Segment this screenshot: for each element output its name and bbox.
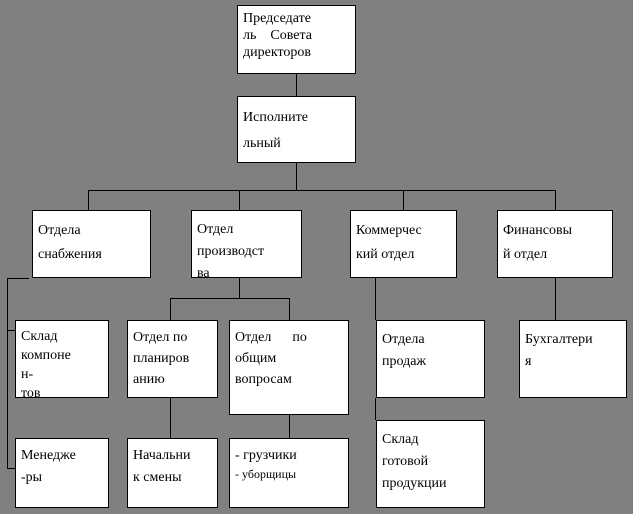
node-planning-line-0: Отдел по [133,330,188,345]
node-financial-line-1: й отдел [503,247,548,262]
connector-sales-warehouse [375,398,376,420]
node-planning[interactable] [127,320,218,398]
node-finished-warehouse-line-0: Склад [382,432,419,447]
node-managers[interactable] [15,438,109,508]
node-planning-line-2: анию [133,372,165,387]
node-commercial-line-1: кий отдел [356,247,415,262]
connector-bus-commercial [403,190,404,210]
connector-bus-financial [555,190,556,210]
connector-production-down [239,278,240,298]
node-accounting[interactable] [519,320,627,398]
node-sales-line-1: продаж [382,354,427,369]
node-accounting-line-1: я [525,354,532,369]
node-sales-line-0: Отдела [382,332,425,347]
connector-supply-left [7,278,29,279]
connector-chairman-executive [296,74,297,96]
node-commercial-line-0: Коммерчес [356,223,422,238]
node-general-issues-line-2: вопросам [235,372,292,387]
node-loaders[interactable] [229,438,349,508]
connector-financial-accounting [555,278,556,320]
node-chairman[interactable] [237,5,356,74]
connector-planning-shift [170,398,171,438]
node-general-issues-line-0: Отдел по [235,330,307,345]
node-production-line-2: ва [197,266,210,278]
node-finished-warehouse[interactable] [376,420,485,508]
connector-production-planning [170,298,171,320]
node-executive-line-1: льный [243,136,281,151]
node-supply-line-1: снабжения [38,247,102,262]
node-general-issues-line-1: общим [235,351,277,366]
node-chairman-line-1: ль Совета [243,28,312,43]
node-loaders-line-1: - уборщицы [235,467,297,481]
connector-commercial-sales [375,278,376,320]
node-warehouse-components-line-3: тов [21,386,41,398]
node-production[interactable] [191,210,302,278]
node-sales[interactable] [376,320,485,398]
connector-bus-main [88,190,555,191]
connector-production-general [289,298,290,320]
node-warehouse-components-line-0: Склад [21,329,58,344]
connector-executive-down [296,163,297,190]
node-commercial[interactable] [350,210,457,278]
node-loaders-line-0: - грузчики [235,448,297,463]
node-supply[interactable] [32,210,151,278]
node-executive-line-0: Исполните [243,110,308,125]
node-managers-line-0: Менедже [21,448,76,463]
connector-production-bus [170,298,289,299]
node-financial[interactable] [497,210,613,278]
node-general-issues[interactable] [229,320,349,415]
node-warehouse-components-line-2: н- [21,367,34,382]
node-managers-line-1: -ры [21,470,43,485]
node-planning-line-1: планиров [133,351,190,366]
connector-bus-production [239,190,240,210]
node-chairman-line-0: Председате [243,11,311,26]
node-warehouse-components[interactable] [15,320,109,398]
node-shift-chief-line-1: к смены [133,470,182,485]
node-financial-line-0: Финансовы [503,223,572,238]
node-shift-chief-line-0: Начальни [133,448,191,463]
connector-bus-supply [88,190,89,210]
node-warehouse-components-line-1: компоне [21,348,71,363]
node-chairman-line-2: директоров [243,45,311,60]
node-executive[interactable] [237,96,356,163]
connector-supply-to-warehouse [7,330,15,331]
node-finished-warehouse-line-2: продукции [382,476,447,491]
connector-supply-to-managers [7,468,15,469]
connector-supply-spine [7,278,8,468]
node-accounting-line-0: Бухгалтери [525,332,593,347]
node-shift-chief[interactable] [127,438,218,508]
node-production-line-0: Отдел [197,222,234,237]
node-finished-warehouse-line-1: готовой [382,454,429,469]
connector-general-loaders [289,415,290,438]
node-production-line-1: производст [197,244,265,259]
node-supply-line-0: Отдела [38,223,81,238]
